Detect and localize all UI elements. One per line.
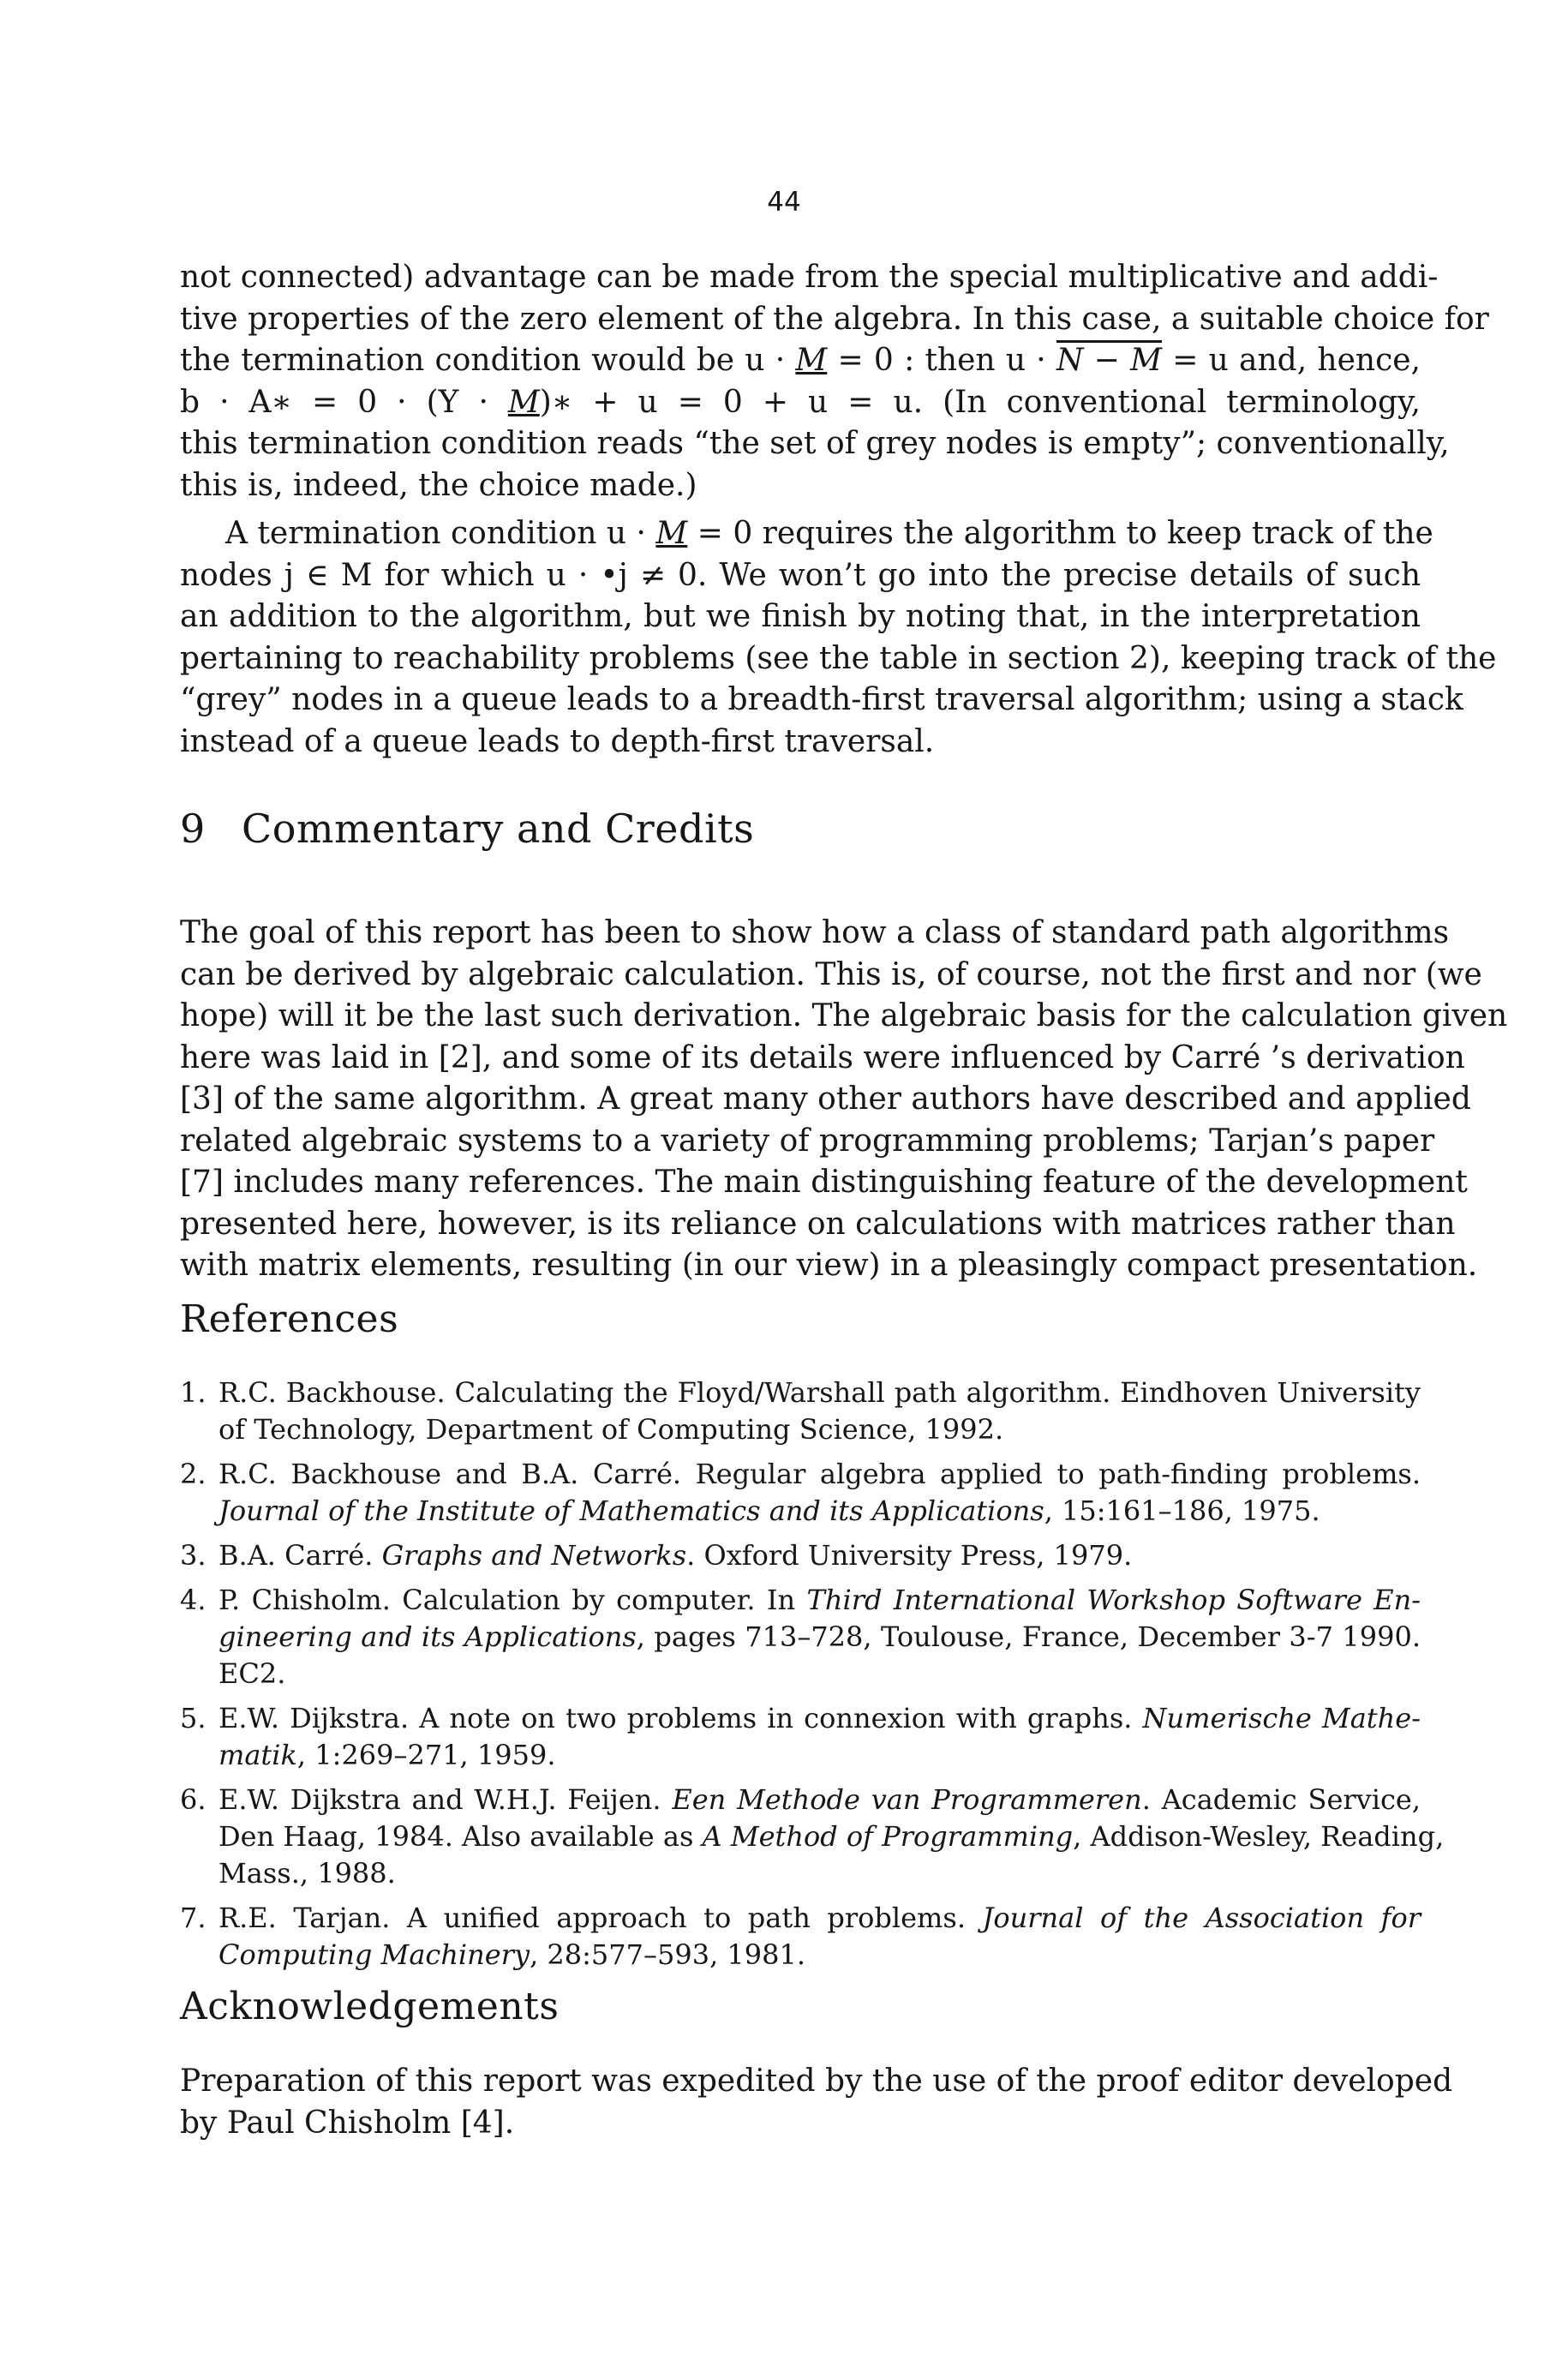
reference-item: 1. R.C. Backhouse. Calculating the Floyd/Warshall path algorithm. Eindhoven University of Technology, Department of Computing Science, 1992. [180, 1376, 1421, 1446]
text-line: here was laid in [2], and some of its details were influenced by Carré ’s derivation [180, 1039, 1465, 1075]
page-number: 44 [767, 187, 801, 218]
text-line: this is, indeed, the choice made.) [180, 467, 697, 503]
text-line: pertaining to reachability problems (see the table in section 2), keeping track of the [180, 640, 1497, 676]
text-line: an addition to the algorithm, but we finish by noting that, in the interpretation [180, 599, 1421, 634]
references-heading: References [180, 1297, 399, 1341]
section-number: 9 [180, 806, 206, 852]
text-line: not connected) advantage can be made from the special multiplicative and addi- [180, 260, 1439, 295]
matrix-m: M [507, 384, 540, 420]
text-line: “grey” nodes in a queue leads to a breadth-first traversal algorithm; using a stack [180, 682, 1463, 717]
text-line: with matrix elements, resulting (in our view) in a pleasingly compact presentation. [180, 1248, 1478, 1283]
matrix-m: M [795, 343, 828, 378]
intro-paragraph [180, 257, 1489, 506]
text-line: related algebraic systems to a variety of programming problems; Tarjan’s paper [180, 1123, 1435, 1159]
reference-item: 7. R.E. Tarjan. A unified approach to path problems. Journal of the Association for Computing Machinery, 28:577–593, 1981. [180, 1902, 1421, 1971]
text-line: nodes j ∈ M for which u · •j ≠ 0. We won’t go into the precise details of such [180, 557, 1421, 593]
reference-item: 2. R.C. Backhouse and B.A. Carré. Regular algebra applied to path-finding problems. Journal of the Institute of Mathematics and its Applications, 15:161–186, 1975. [180, 1458, 1421, 1527]
text-line-formula: A termination condition u · M = 0 requires the algorithm to keep track of the [225, 516, 1433, 551]
commentary-paragraph [180, 913, 1508, 1287]
text-line: [3] of the same algorithm. A great many other authors have described and applied [180, 1081, 1471, 1117]
text-line: hope) will it be the last such derivation. The algebraic basis for the calculation given [180, 998, 1508, 1033]
text-line: [7] includes many references. The main distinguishing feature of the development [180, 1165, 1468, 1200]
text-line: this termination condition reads “the set of grey nodes is empty”; conventionally, [180, 426, 1450, 461]
text-line: The goal of this report has been to show how a class of standard path algorithms [180, 915, 1450, 950]
section-title: Commentary and Credits [242, 806, 755, 852]
text-line: can be derived by algebraic calculation. This is, of course, not the first and nor (we [180, 956, 1482, 992]
reference-item: 6. E.W. Dijkstra and W.H.J. Feijen. Een Methode van Programmeren. Academic Service, Den Haag, 1984. Also available as A Method of Programming, Addison-Wesley, Reading, Mass., 1988. [180, 1783, 1445, 1890]
acknowledgements-heading: Acknowledgements [180, 1985, 560, 2028]
section-heading [180, 806, 754, 852]
reference-list [180, 1375, 1445, 1981]
reference-item: 5. E.W. Dijkstra. A note on two problems in connexion with graphs. Numerische Mathe- matik, 1:269–271, 1959. [180, 1702, 1421, 1771]
reference-item: 4. P. Chisholm. Calculation by computer. In Third International Workshop Software En- gineering and its Applications, pages 713–728, Toulouse, France, December 3-7 1990. EC2. [180, 1584, 1421, 1690]
text-line: by Paul Chisholm [4]. [180, 2105, 515, 2141]
text-line: tive properties of the zero element of the algebra. In this case, a suitable choice for [180, 301, 1489, 337]
reference-item: 3. B.A. Carré. Graphs and Networks. Oxford University Press, 1979. [180, 1539, 1133, 1572]
termination-paragraph [180, 513, 1497, 763]
text-line: instead of a queue leads to depth-first traversal. [180, 723, 935, 759]
matrix-m: M [655, 516, 688, 551]
text-line: presented here, however, is its reliance on calculations with matrices rather than [180, 1206, 1456, 1242]
text-line-formula: b · A∗ = 0 · (Y · M)∗ + u = 0 + u = u. (In conventional terminology, [180, 384, 1421, 420]
text-line: Preparation of this report was expedited by the use of the proof editor developed [180, 2064, 1453, 2099]
matrix-n-minus-m: N − M [1056, 343, 1162, 378]
acknowledgements-paragraph [180, 2061, 1453, 2144]
text-line-formula: the termination condition would be u · M = 0 : then u · N − M = u and, hence, [180, 343, 1421, 378]
